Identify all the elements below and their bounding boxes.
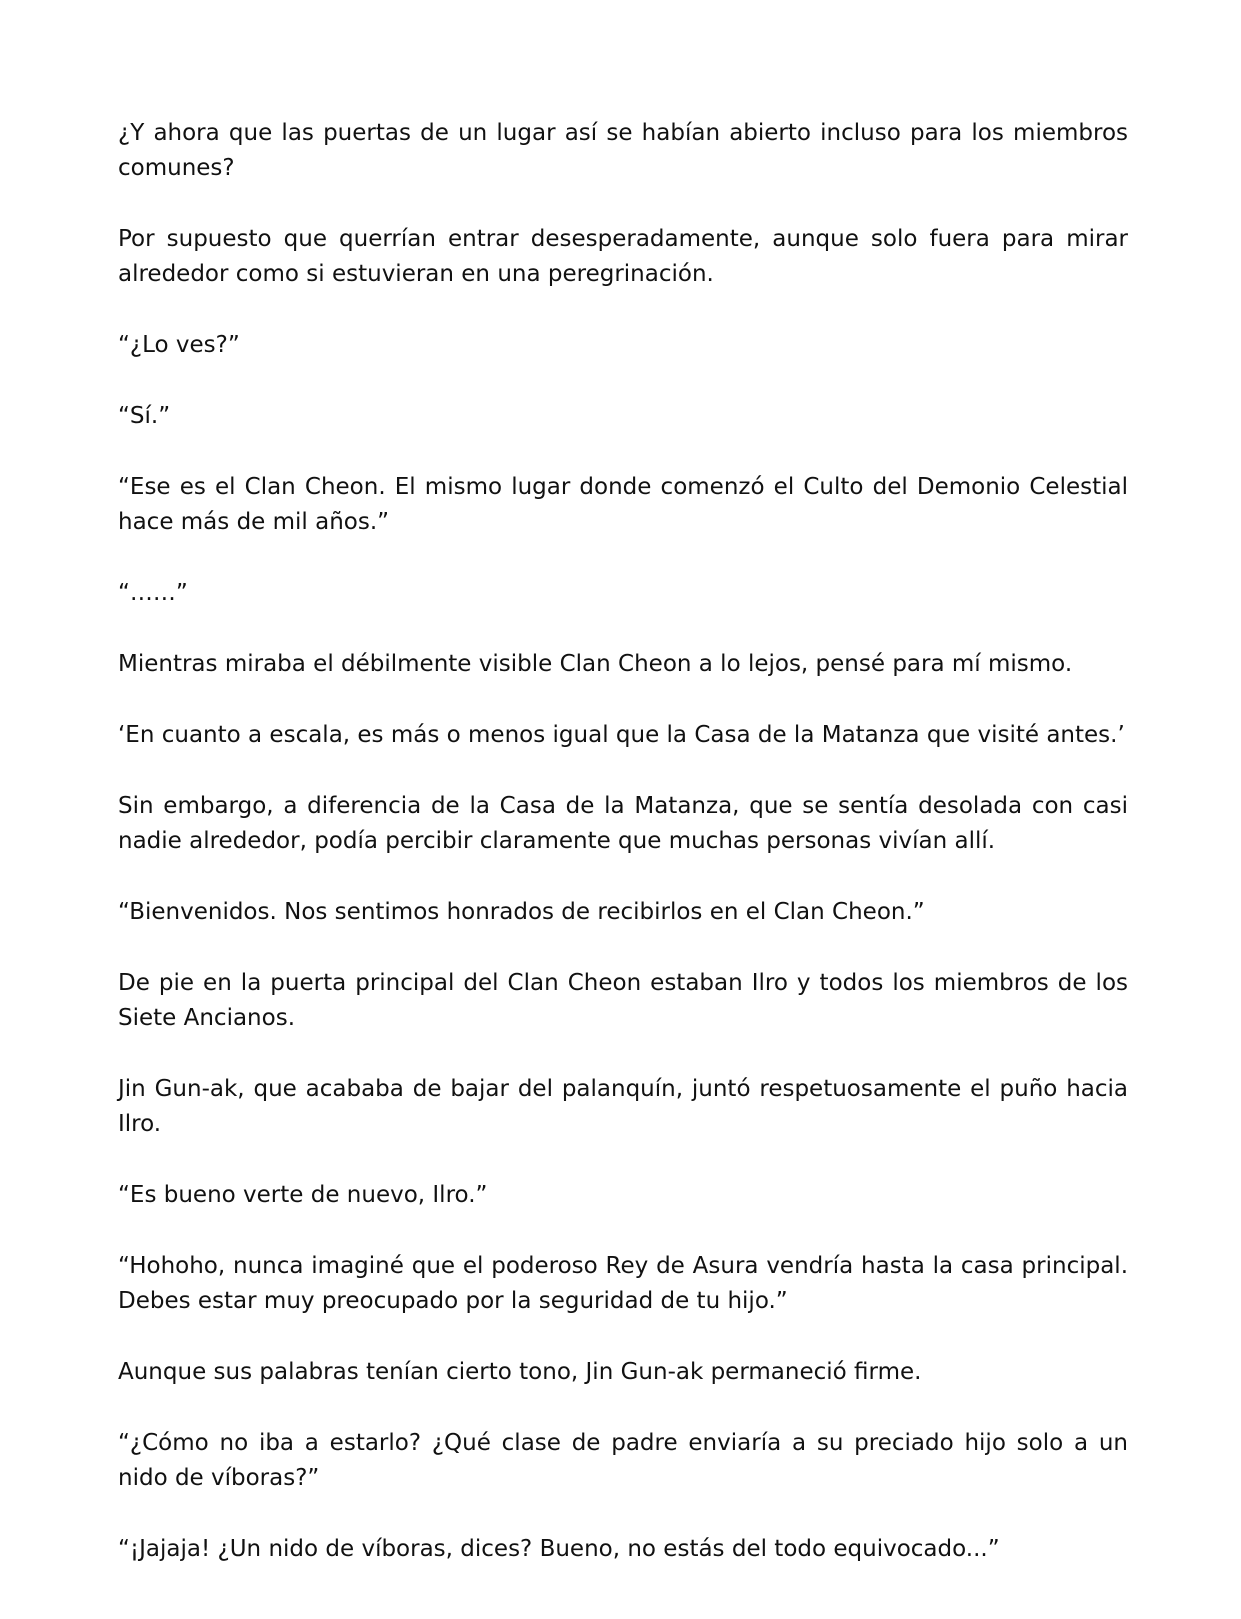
paragraph: “¡Jajaja! ¿Un nido de víboras, dices? Bueno, no estás del todo equivocado...” [118, 1536, 1000, 1562]
paragraph: Jin Gun-ak, que acababa de bajar del palanquín, juntó respetuosamente el puño hacia Ilro. [118, 1076, 1128, 1137]
paragraph: Mientras miraba el débilmente visible Clan Cheon a lo lejos, pensé para mí mismo. [118, 651, 1073, 677]
document-body [118, 116, 1128, 1603]
paragraph: Aunque sus palabras tenían cierto tono, Jin Gun-ak permaneció firme. [118, 1359, 922, 1385]
paragraph: “¿Lo ves?” [118, 332, 240, 358]
paragraph: Sin embargo, a diferencia de la Casa de la Matanza, que se sentía desolada con casi nadie alrededor, podía percibir claramente que muchas personas vivían allí. [118, 793, 1128, 854]
paragraph: “Bienvenidos. Nos sentimos honrados de recibirlos en el Clan Cheon.” [118, 899, 925, 925]
paragraph: “Ese es el Clan Cheon. El mismo lugar donde comenzó el Culto del Demonio Celestial hace más de mil años.” [118, 474, 1128, 535]
paragraph: “¿Cómo no iba a estarlo? ¿Qué clase de padre enviaría a su preciado hijo solo a un nido de víboras?” [118, 1430, 1128, 1491]
paragraph: “……” [118, 580, 188, 606]
paragraph: De pie en la puerta principal del Clan Cheon estaban Ilro y todos los miembros de los Siete Ancianos. [118, 970, 1128, 1031]
paragraph: “Hohoho, nunca imaginé que el poderoso Rey de Asura vendría hasta la casa principal. Debes estar muy preocupado por la seguridad de tu hijo.” [118, 1253, 1128, 1314]
paragraph: Por supuesto que querrían entrar desesperadamente, aunque solo fuera para mirar alrededor como si estuvieran en una peregrinación. [118, 226, 1128, 287]
paragraph: ¿Y ahora que las puertas de un lugar así se habían abierto incluso para los miembros comunes? [118, 120, 1128, 181]
paragraph: ‘En cuanto a escala, es más o menos igual que la Casa de la Matanza que visité antes.’ [118, 722, 1125, 748]
paragraph: “Sí.” [118, 403, 171, 429]
paragraph: “Es bueno verte de nuevo, Ilro.” [118, 1182, 488, 1208]
